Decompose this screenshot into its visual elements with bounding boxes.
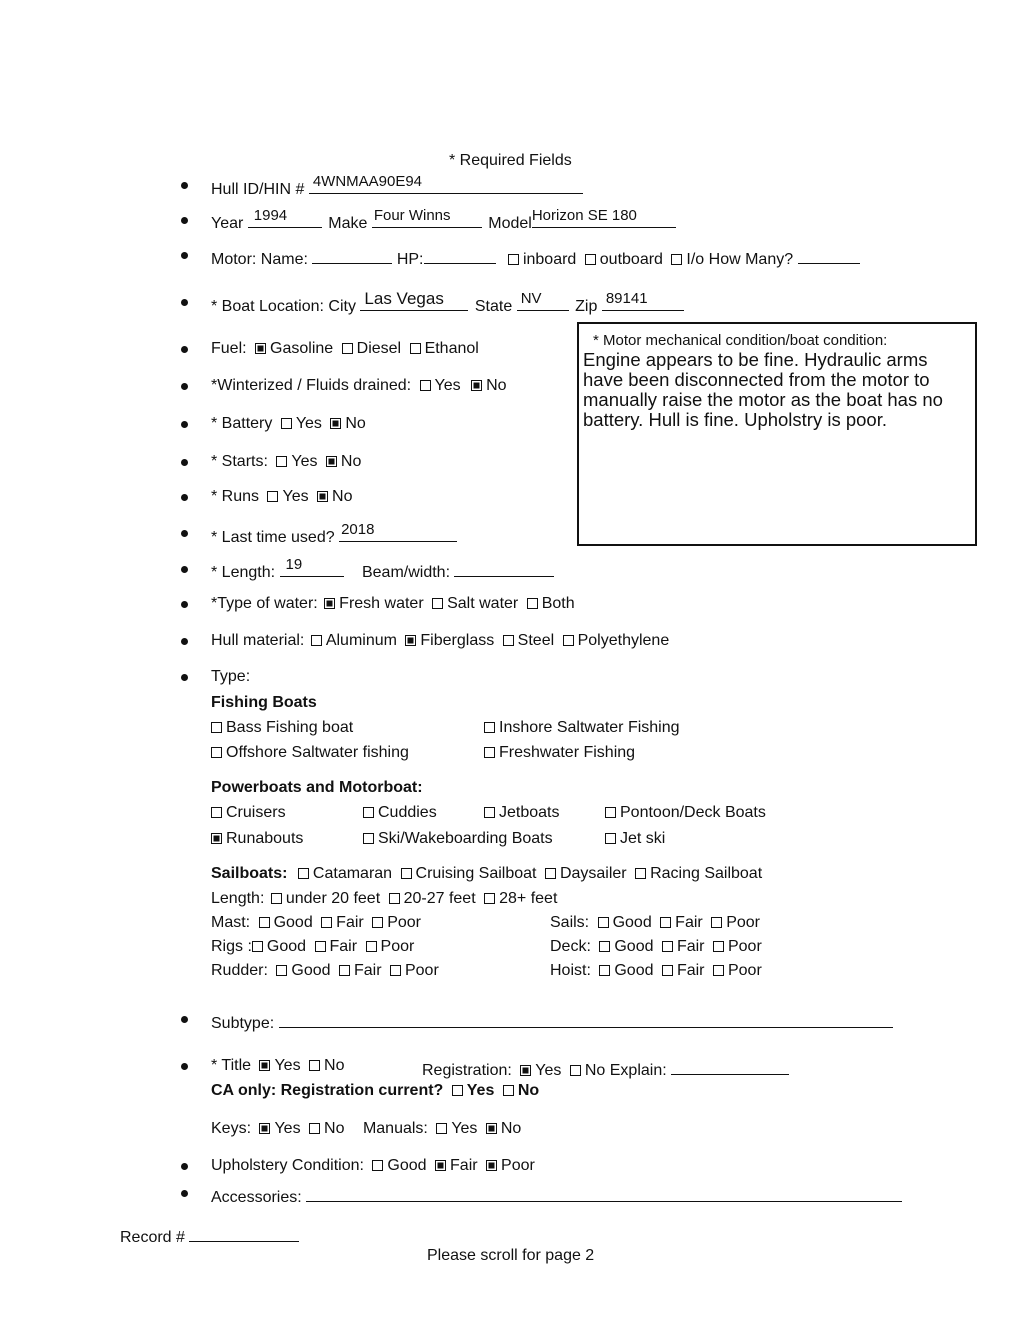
motor-row bbox=[211, 245, 860, 270]
salt-water-label: Salt water bbox=[447, 595, 519, 612]
poor-label: Poor bbox=[726, 914, 760, 931]
deck-poor-checkbox[interactable] bbox=[713, 941, 724, 952]
registration-explain-field[interactable] bbox=[671, 1056, 789, 1075]
record-label: Record # bbox=[120, 1229, 185, 1246]
diesel-label: Diesel bbox=[356, 340, 402, 357]
bullet bbox=[181, 459, 188, 466]
battery-no-checkbox[interactable] bbox=[330, 418, 341, 429]
winterized-yes-label: Yes bbox=[434, 377, 461, 394]
condition-header: * Motor mechanical condition/boat condition: bbox=[593, 332, 888, 349]
inboard-checkbox[interactable] bbox=[508, 254, 519, 265]
hull-id-field[interactable] bbox=[309, 175, 583, 194]
cruising-sailboat-checkbox[interactable] bbox=[401, 868, 412, 879]
good-label: Good bbox=[614, 938, 654, 955]
length-row bbox=[211, 558, 554, 583]
bullet bbox=[181, 1016, 188, 1023]
title-no-label: No bbox=[324, 1057, 345, 1074]
hoist-fair-checkbox[interactable] bbox=[662, 965, 673, 976]
ethanol-label: Ethanol bbox=[424, 340, 479, 357]
subtype-row bbox=[211, 1009, 893, 1034]
model-label: Model bbox=[488, 215, 532, 232]
make-field[interactable] bbox=[372, 209, 482, 228]
aluminum-checkbox[interactable] bbox=[311, 635, 322, 646]
subtype-label: Subtype: bbox=[211, 1015, 275, 1032]
runs-label: * Runs bbox=[211, 488, 260, 505]
manuals-yes-checkbox[interactable] bbox=[436, 1123, 447, 1134]
starts-no-label: No bbox=[340, 453, 362, 470]
water-row bbox=[211, 594, 575, 614]
sail-length-row bbox=[211, 889, 557, 909]
runabouts-checkbox[interactable] bbox=[211, 833, 222, 844]
both-water-label: Both bbox=[541, 595, 575, 612]
state-value: NV bbox=[520, 290, 542, 307]
state-label: State bbox=[474, 298, 513, 315]
rudder-poor-checkbox[interactable] bbox=[390, 965, 401, 976]
28plus-label: 28+ feet bbox=[499, 890, 558, 907]
fishing-heading: Fishing Boats bbox=[211, 694, 317, 711]
last-used-label: * Last time used? bbox=[211, 529, 335, 546]
rigs-poor-checkbox[interactable] bbox=[366, 941, 377, 952]
poor-label: Poor bbox=[387, 914, 421, 931]
condition-text: Engine appears to be fine. Hydraulic arms have been disconnected from the motor to manually raise the motor as the boat has no battery. Hull is fine. Upholstry is poor. bbox=[583, 349, 943, 430]
make-label: Make bbox=[328, 215, 368, 232]
rigs-good-checkbox[interactable] bbox=[252, 941, 263, 952]
hoist-good-checkbox[interactable] bbox=[599, 965, 610, 976]
daysailer-checkbox[interactable] bbox=[545, 868, 556, 879]
bullet bbox=[181, 299, 188, 306]
sails-fair-checkbox[interactable] bbox=[660, 917, 671, 928]
fair-label: Fair bbox=[336, 914, 364, 931]
racing-sailboat-label: Racing Sailboat bbox=[650, 865, 763, 882]
bass-label: Bass Fishing boat bbox=[226, 719, 354, 736]
fair-label: Fair bbox=[676, 962, 705, 979]
mast-poor-checkbox[interactable] bbox=[372, 917, 383, 928]
fair-label: Fair bbox=[675, 914, 703, 931]
ca-yes-checkbox[interactable] bbox=[452, 1085, 463, 1096]
catamaran-checkbox[interactable] bbox=[298, 868, 309, 879]
gasoline-checkbox[interactable] bbox=[255, 343, 266, 354]
bullet bbox=[181, 252, 188, 259]
battery-yes-label: Yes bbox=[295, 415, 322, 432]
outboard-label: outboard bbox=[599, 251, 663, 268]
year-label: Year bbox=[211, 215, 244, 232]
pontoon-checkbox[interactable] bbox=[605, 807, 616, 818]
runabouts-label: Runabouts bbox=[226, 830, 304, 847]
accessories-label: Accessories: bbox=[211, 1189, 302, 1206]
offshore-label: Offshore Saltwater fishing bbox=[226, 744, 409, 761]
ski-checkbox[interactable] bbox=[363, 833, 374, 844]
zip-value: 89141 bbox=[605, 290, 648, 307]
fair-label: Fair bbox=[676, 938, 705, 955]
year-value: 1994 bbox=[253, 207, 288, 224]
bullet bbox=[181, 638, 188, 645]
ca-yes-label: Yes bbox=[466, 1082, 495, 1099]
state-field[interactable] bbox=[517, 292, 569, 311]
20-27-label: 20-27 feet bbox=[403, 890, 476, 907]
sailboats-row bbox=[211, 864, 762, 884]
manuals-no-label: No bbox=[500, 1120, 522, 1137]
fiberglass-checkbox[interactable] bbox=[405, 635, 416, 646]
mast-label: Mast: bbox=[211, 914, 251, 931]
hull-id-label: Hull ID/HIN # bbox=[211, 181, 305, 198]
last-used-row bbox=[211, 523, 457, 548]
inshore-checkbox[interactable] bbox=[484, 722, 495, 733]
bullet bbox=[181, 601, 188, 608]
sails-poor-checkbox[interactable] bbox=[711, 917, 722, 928]
battery-row bbox=[211, 414, 366, 434]
motor-hp-field[interactable] bbox=[424, 245, 496, 264]
hull-material-row bbox=[211, 631, 669, 651]
fair-label: Fair bbox=[353, 962, 382, 979]
city-field[interactable] bbox=[360, 289, 468, 311]
year-make-model-row bbox=[211, 209, 676, 234]
keys-label: Keys: bbox=[211, 1120, 252, 1137]
rudder-row bbox=[211, 961, 439, 981]
title-row bbox=[211, 1056, 344, 1076]
hull-id-value: 4WNMAA90E94 bbox=[312, 173, 423, 190]
cruisers-label: Cruisers bbox=[226, 804, 286, 821]
starts-label: * Starts: bbox=[211, 453, 268, 470]
winterized-row bbox=[211, 376, 507, 396]
required-fields-note: * Required Fields bbox=[449, 152, 572, 169]
sailboats-heading: Sailboats: bbox=[211, 865, 288, 882]
title-no-checkbox[interactable] bbox=[309, 1060, 320, 1071]
registration-yes-checkbox[interactable] bbox=[520, 1065, 531, 1076]
fresh-water-label: Fresh water bbox=[339, 595, 424, 612]
starts-row bbox=[211, 452, 361, 472]
keys-no-checkbox[interactable] bbox=[309, 1123, 320, 1134]
20-27-checkbox[interactable] bbox=[389, 893, 400, 904]
rudder-label: Rudder: bbox=[211, 962, 268, 979]
bullet bbox=[181, 1063, 188, 1070]
accessories-row bbox=[211, 1183, 902, 1208]
registration-label: Registration: bbox=[422, 1062, 512, 1079]
deck-good-checkbox[interactable] bbox=[599, 941, 610, 952]
registration-yes-label: Yes bbox=[535, 1062, 562, 1079]
ski-label: Ski/Wakeboarding Boats bbox=[378, 830, 553, 847]
bullet bbox=[181, 530, 188, 537]
good-label: Good bbox=[291, 962, 331, 979]
registration-row bbox=[422, 1056, 789, 1081]
fiberglass-label: Fiberglass bbox=[420, 632, 495, 649]
mast-fair-checkbox[interactable] bbox=[321, 917, 332, 928]
starts-yes-label: Yes bbox=[291, 453, 318, 470]
motor-name-field[interactable] bbox=[312, 245, 392, 264]
deck-row bbox=[550, 937, 762, 957]
inboard-label: inboard bbox=[522, 251, 577, 268]
battery-label: * Battery bbox=[211, 415, 273, 432]
zip-field[interactable] bbox=[602, 292, 684, 311]
good-label: Good bbox=[614, 962, 654, 979]
freshwater-checkbox[interactable] bbox=[484, 747, 495, 758]
battery-no-label: No bbox=[345, 415, 366, 432]
manuals-label: Manuals: bbox=[362, 1120, 428, 1137]
model-value: Horizon SE 180 bbox=[531, 207, 637, 224]
last-used-field[interactable] bbox=[339, 523, 457, 542]
good-label: Good bbox=[612, 914, 652, 931]
jetboats-label: Jetboats bbox=[499, 804, 560, 821]
mast-good-checkbox[interactable] bbox=[259, 917, 270, 928]
fair-label: Fair bbox=[329, 938, 358, 955]
cruising-sailboat-label: Cruising Sailboat bbox=[415, 865, 537, 882]
bullet bbox=[181, 182, 188, 189]
registration-no-label: No Explain: bbox=[584, 1062, 667, 1079]
model-field[interactable] bbox=[532, 209, 676, 228]
motor-hp-label: HP: bbox=[396, 251, 424, 268]
runs-yes-label: Yes bbox=[282, 488, 309, 505]
battery-yes-checkbox[interactable] bbox=[281, 418, 292, 429]
bullet bbox=[181, 421, 188, 428]
steel-label: Steel bbox=[517, 632, 555, 649]
ethanol-checkbox[interactable] bbox=[410, 343, 421, 354]
water-label: *Type of water: bbox=[211, 595, 318, 612]
keys-yes-checkbox[interactable] bbox=[259, 1123, 270, 1134]
starts-yes-checkbox[interactable] bbox=[276, 456, 287, 467]
title-yes-checkbox[interactable] bbox=[259, 1060, 270, 1071]
28plus-checkbox[interactable] bbox=[484, 893, 495, 904]
outboard-checkbox[interactable] bbox=[585, 254, 596, 265]
ca-only-row bbox=[211, 1081, 539, 1101]
record-row bbox=[120, 1223, 299, 1248]
winterized-no-checkbox[interactable] bbox=[471, 380, 482, 391]
ca-no-checkbox[interactable] bbox=[503, 1085, 514, 1096]
length-label: * Length: bbox=[211, 564, 276, 581]
polyethylene-checkbox[interactable] bbox=[563, 635, 574, 646]
manuals-yes-label: Yes bbox=[451, 1120, 478, 1137]
powerboats-heading: Powerboats and Motorboat: bbox=[211, 779, 423, 796]
deck-label: Deck: bbox=[550, 938, 591, 955]
bullet bbox=[181, 383, 188, 390]
jetboats-checkbox[interactable] bbox=[484, 807, 495, 818]
ca-only-label: CA only: Registration current? bbox=[211, 1082, 444, 1099]
hull-material-label: Hull material: bbox=[211, 632, 305, 649]
beam-field[interactable] bbox=[454, 558, 554, 577]
good-label: Good bbox=[273, 914, 313, 931]
ca-no-label: No bbox=[517, 1082, 540, 1099]
upholstery-fair-checkbox[interactable] bbox=[435, 1160, 446, 1171]
sails-row bbox=[550, 913, 760, 933]
rigs-label: Rigs : bbox=[211, 938, 252, 955]
page-footer: Please scroll for page 2 bbox=[427, 1247, 595, 1264]
poor-label: Poor bbox=[380, 938, 415, 955]
hoist-poor-checkbox[interactable] bbox=[713, 965, 724, 976]
rigs-row bbox=[211, 937, 414, 957]
city-label: * Boat Location: City bbox=[211, 298, 356, 315]
motor-name-label: Motor: Name: bbox=[211, 251, 308, 268]
keys-yes-label: Yes bbox=[274, 1120, 301, 1137]
sail-length-label: Length: bbox=[211, 890, 265, 907]
inshore-label: Inshore Saltwater Fishing bbox=[499, 719, 680, 736]
year-field[interactable] bbox=[248, 209, 322, 228]
city-value: Las Vegas bbox=[364, 289, 444, 308]
bullet bbox=[181, 217, 188, 224]
registration-no-checkbox[interactable] bbox=[570, 1065, 581, 1076]
deck-fair-checkbox[interactable] bbox=[662, 941, 673, 952]
cruisers-checkbox[interactable] bbox=[211, 807, 222, 818]
freshwater-label: Freshwater Fishing bbox=[499, 744, 636, 761]
winterized-yes-checkbox[interactable] bbox=[420, 380, 431, 391]
last-used-value: 2018 bbox=[341, 521, 375, 538]
manuals-no-checkbox[interactable] bbox=[486, 1123, 497, 1134]
condition-box[interactable] bbox=[577, 322, 977, 546]
length-field[interactable] bbox=[280, 558, 344, 577]
io-label: I/o How Many? bbox=[686, 251, 794, 268]
good-label: Good bbox=[266, 938, 307, 955]
under20-label: under 20 feet bbox=[285, 890, 381, 907]
hoist-label: Hoist: bbox=[550, 962, 591, 979]
upholstery-label: Upholstery Condition: bbox=[211, 1157, 364, 1174]
bullet bbox=[181, 346, 188, 353]
keys-manuals-row bbox=[211, 1119, 521, 1139]
upholstery-good-label: Good bbox=[387, 1157, 427, 1174]
zip-label: Zip bbox=[575, 298, 598, 315]
steel-checkbox[interactable] bbox=[503, 635, 514, 646]
winterized-no-label: No bbox=[486, 377, 507, 394]
sails-good-checkbox[interactable] bbox=[598, 917, 609, 928]
cuddies-label: Cuddies bbox=[378, 804, 437, 821]
type-label: Type: bbox=[211, 668, 251, 685]
runs-yes-checkbox[interactable] bbox=[267, 491, 278, 502]
winterized-label: *Winterized / Fluids drained: bbox=[211, 377, 412, 394]
runs-no-checkbox[interactable] bbox=[317, 491, 328, 502]
diesel-checkbox[interactable] bbox=[342, 343, 353, 354]
aluminum-label: Aluminum bbox=[325, 632, 397, 649]
how-many-field[interactable] bbox=[798, 245, 860, 264]
sails-label: Sails: bbox=[550, 914, 590, 931]
runs-row bbox=[211, 487, 353, 507]
jetski-checkbox[interactable] bbox=[605, 833, 616, 844]
upholstery-row bbox=[211, 1156, 535, 1176]
mast-row bbox=[211, 913, 421, 933]
io-checkbox[interactable] bbox=[671, 254, 682, 265]
rudder-good-checkbox[interactable] bbox=[276, 965, 287, 976]
bullet bbox=[181, 1163, 188, 1170]
pontoon-label: Pontoon/Deck Boats bbox=[620, 804, 766, 821]
bullet bbox=[181, 494, 188, 501]
upholstery-good-checkbox[interactable] bbox=[372, 1160, 383, 1171]
runs-no-label: No bbox=[332, 488, 353, 505]
upholstery-fair-label: Fair bbox=[450, 1157, 478, 1174]
both-water-checkbox[interactable] bbox=[527, 598, 538, 609]
cuddies-checkbox[interactable] bbox=[363, 807, 374, 818]
daysailer-label: Daysailer bbox=[559, 865, 627, 882]
rudder-fair-checkbox[interactable] bbox=[339, 965, 350, 976]
upholstery-poor-label: Poor bbox=[501, 1157, 535, 1174]
polyethylene-label: Polyethylene bbox=[577, 632, 670, 649]
bass-checkbox[interactable] bbox=[211, 722, 222, 733]
under20-checkbox[interactable] bbox=[271, 893, 282, 904]
gasoline-label: Gasoline bbox=[270, 340, 334, 357]
accessories-field[interactable] bbox=[306, 1183, 902, 1202]
subtype-field[interactable] bbox=[279, 1009, 893, 1028]
location-row bbox=[211, 289, 684, 317]
fuel-label: Fuel: bbox=[211, 340, 247, 357]
catamaran-label: Catamaran bbox=[312, 865, 393, 882]
starts-no-checkbox[interactable] bbox=[326, 456, 337, 467]
keys-no-label: No bbox=[324, 1120, 345, 1137]
poor-label: Poor bbox=[727, 962, 762, 979]
poor-label: Poor bbox=[727, 938, 762, 955]
length-value: 19 bbox=[285, 556, 303, 573]
make-value: Four Winns bbox=[373, 207, 451, 224]
beam-label: Beam/width: bbox=[361, 564, 451, 581]
hull-id-row bbox=[211, 175, 583, 200]
bullet bbox=[181, 674, 188, 681]
title-yes-label: Yes bbox=[274, 1057, 301, 1074]
hoist-row bbox=[550, 961, 762, 981]
offshore-checkbox[interactable] bbox=[211, 747, 222, 758]
poor-label: Poor bbox=[404, 962, 439, 979]
bullet bbox=[181, 566, 188, 573]
bullet bbox=[181, 1190, 188, 1197]
fuel-row bbox=[211, 339, 479, 359]
title-label: * Title bbox=[211, 1057, 252, 1074]
upholstery-poor-checkbox[interactable] bbox=[486, 1160, 497, 1171]
fresh-water-checkbox[interactable] bbox=[324, 598, 335, 609]
salt-water-checkbox[interactable] bbox=[432, 598, 443, 609]
rigs-fair-checkbox[interactable] bbox=[315, 941, 326, 952]
record-field[interactable] bbox=[189, 1223, 299, 1242]
jetski-label: Jet ski bbox=[620, 830, 666, 847]
racing-sailboat-checkbox[interactable] bbox=[635, 868, 646, 879]
